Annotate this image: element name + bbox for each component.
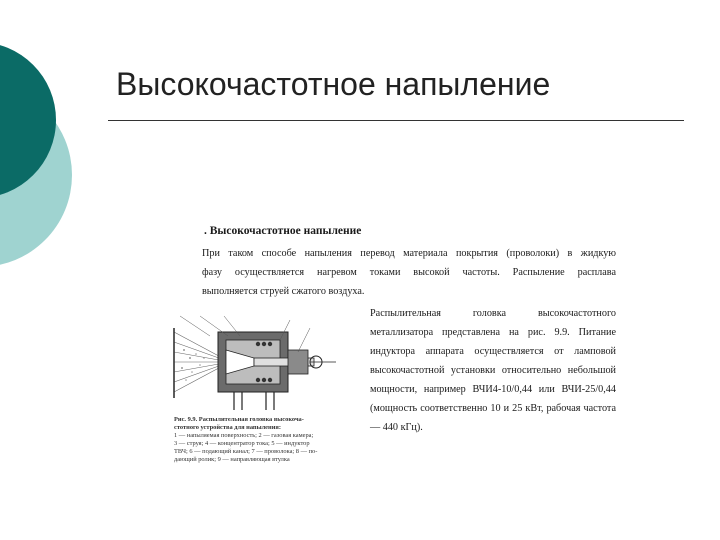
description-line: высокочастотной установки относительно небольшой: [370, 365, 616, 376]
description-line: (мощность соответственно 10 и 25 кВт, рабочая частота: [370, 403, 616, 414]
intro-line: выполняется струей сжатого воздуха.: [202, 286, 365, 297]
description-paragraph: [346, 304, 616, 437]
intro-paragraph: [172, 244, 616, 301]
caption-line: дающий ролик; 9 — направляющая втулка: [174, 456, 290, 463]
caption-line: 3 — струя; 4 — концентратор тока; 5 — индуктор: [174, 440, 310, 447]
figure-caption: [174, 416, 346, 464]
description-line: металлизатора представлена на рис. 9.9. Питание: [370, 327, 616, 338]
scanned-textbook-excerpt: [168, 220, 624, 470]
caption-line: 1 — напыляемая поверхность; 2 — газовая камера;: [174, 432, 314, 439]
spray-head-diagram-icon: [170, 310, 342, 418]
decorative-circles: [0, 0, 90, 300]
caption-line: стотного устройства для напыления:: [174, 424, 281, 431]
description-line: Распылительная головка высокочастотного: [370, 308, 616, 319]
caption-line: ТВЧ; 6 — подающий канал; 7 — проволока; 8 — по-: [174, 448, 318, 455]
excerpt-heading: . Высокочастотное напыление: [204, 225, 362, 237]
description-line: — 440 кГц).: [370, 422, 423, 433]
description-line: индуктора аппарата осуществляется от ламповой: [370, 346, 616, 357]
title-underline: [108, 120, 684, 121]
intro-line: При таком способе напыления перевод материала покрытия (проволоки) в жидкую: [202, 248, 616, 259]
description-line: мощности, например ВЧИ4-10/0,44 или ВЧИ-25/0,44: [370, 384, 616, 395]
slide-title: Высокочастотное напыление: [116, 66, 551, 102]
intro-line: фазу осуществляется нагревом токами высокой частоты. Распыление расплава: [202, 267, 616, 278]
caption-line: Рис. 9.9. Распылительная головка высокоча-: [174, 416, 304, 423]
